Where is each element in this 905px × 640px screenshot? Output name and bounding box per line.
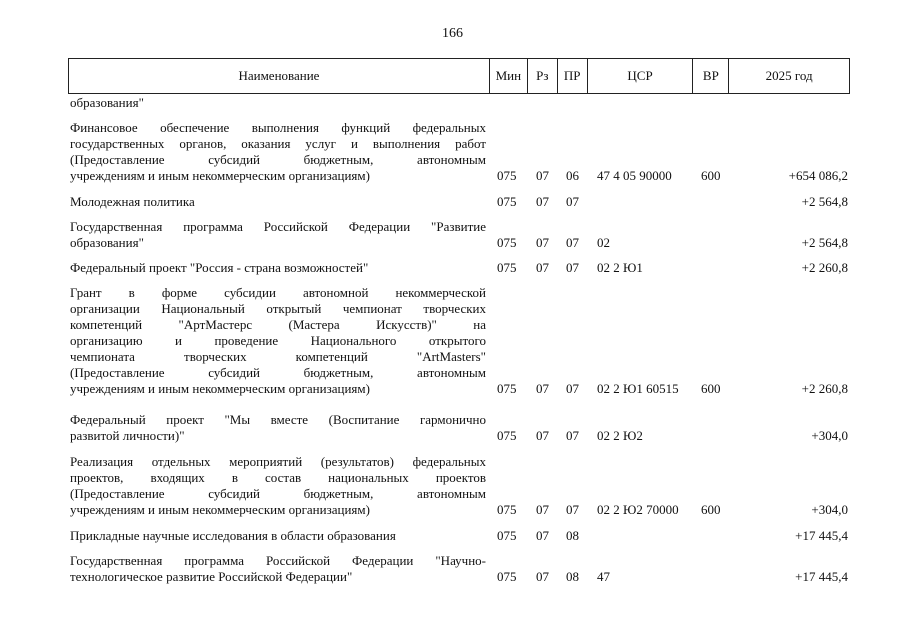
cell-pr: 07 bbox=[566, 428, 579, 443]
cell-pr: 07 bbox=[566, 260, 579, 275]
row-name bbox=[70, 412, 486, 444]
cell-pr: 07 bbox=[566, 381, 579, 396]
cell-min: 075 bbox=[497, 569, 517, 584]
row-name bbox=[70, 454, 486, 518]
cell-rz: 07 bbox=[536, 194, 549, 209]
table-row bbox=[0, 95, 905, 111]
cell-pr: 06 bbox=[566, 168, 579, 183]
row-name-line: Грант в форме субсидии автономной некоммерческой bbox=[70, 285, 486, 300]
row-name-line: учреждениям и иным некоммерческим организациям) bbox=[70, 168, 370, 183]
cell-csr: 02 2 Ю2 bbox=[597, 428, 643, 443]
cell-csr: 47 4 05 90000 bbox=[597, 168, 672, 183]
cell-rz: 07 bbox=[536, 260, 549, 275]
row-name bbox=[70, 194, 486, 210]
row-name-line: чемпионата творческих компетенций "ArtMasters" bbox=[70, 349, 486, 364]
row-name-line: Государственная программа Российской Федерации "Развитие bbox=[70, 219, 486, 234]
cell-vr: 600 bbox=[701, 381, 721, 396]
row-name bbox=[70, 95, 486, 111]
row-name-line: Реализация отдельных мероприятий (результатов) федеральных bbox=[70, 454, 486, 469]
table-row bbox=[0, 260, 905, 276]
row-name bbox=[70, 285, 486, 397]
cell-amount: +304,0 bbox=[811, 428, 848, 443]
cell-amount: +654 086,2 bbox=[788, 168, 848, 183]
row-name-line: учреждениям и иным некоммерческим организациям) bbox=[70, 381, 370, 396]
table-row bbox=[0, 553, 905, 585]
cell-csr: 02 2 Ю1 60515 bbox=[597, 381, 679, 396]
row-name-line: Государственная программа Российской Федерации "Научно- bbox=[70, 553, 486, 568]
cell-pr: 08 bbox=[566, 569, 579, 584]
cell-pr: 07 bbox=[566, 194, 579, 209]
table-row bbox=[0, 120, 905, 184]
row-name-line: Федеральный проект "Мы вместе (Воспитание гармонично bbox=[70, 412, 486, 427]
cell-amount: +2 260,8 bbox=[801, 260, 848, 275]
row-name-line: организацию и проведение Национального открытого bbox=[70, 333, 486, 348]
cell-csr: 02 2 Ю2 70000 bbox=[597, 502, 679, 517]
row-name-line: учреждениям и иным некоммерческим организациям) bbox=[70, 502, 370, 517]
table-row bbox=[0, 528, 905, 544]
cell-rz: 07 bbox=[536, 235, 549, 250]
cell-min: 075 bbox=[497, 528, 517, 543]
cell-min: 075 bbox=[497, 194, 517, 209]
cell-csr: 02 2 Ю1 bbox=[597, 260, 643, 275]
cell-csr: 47 bbox=[597, 569, 610, 584]
row-name-line: образования" bbox=[70, 235, 144, 250]
cell-pr: 08 bbox=[566, 528, 579, 543]
cell-amount: +17 445,4 bbox=[795, 569, 848, 584]
cell-amount: +17 445,4 bbox=[795, 528, 848, 543]
table-row bbox=[0, 454, 905, 518]
cell-rz: 07 bbox=[536, 502, 549, 517]
row-name-line: организации Национальный открытый чемпионат творческих bbox=[70, 301, 486, 316]
cell-min: 075 bbox=[497, 260, 517, 275]
cell-min: 075 bbox=[497, 381, 517, 396]
cell-amount: +304,0 bbox=[811, 502, 848, 517]
header-vr: ВР bbox=[693, 59, 729, 93]
row-name-line: Федеральный проект "Россия - страна возможностей" bbox=[70, 260, 369, 275]
header-rz: Рз bbox=[528, 59, 558, 93]
header-csr: ЦСР bbox=[588, 59, 694, 93]
cell-min: 075 bbox=[497, 502, 517, 517]
table-row bbox=[0, 219, 905, 251]
row-name-line: технологическое развитие Российской Федерации" bbox=[70, 569, 353, 584]
cell-min: 075 bbox=[497, 168, 517, 183]
cell-vr: 600 bbox=[701, 168, 721, 183]
page-number: 166 bbox=[442, 26, 463, 41]
cell-rz: 07 bbox=[536, 569, 549, 584]
row-name-line: развитой личности)" bbox=[70, 428, 185, 443]
cell-amount: +2 564,8 bbox=[801, 194, 848, 209]
row-name-line: образования" bbox=[70, 95, 144, 110]
table-row bbox=[0, 285, 905, 397]
row-name bbox=[70, 260, 486, 276]
row-name-line: проектов, входящих в состав национальных проектов bbox=[70, 470, 486, 485]
header-year: 2025 год bbox=[765, 68, 813, 83]
cell-pr: 07 bbox=[566, 235, 579, 250]
row-name-line: Прикладные научные исследования в области образования bbox=[70, 528, 396, 543]
header-min: Мин bbox=[490, 59, 528, 93]
cell-min: 075 bbox=[497, 235, 517, 250]
table-row bbox=[0, 412, 905, 444]
cell-amount: +2 260,8 bbox=[801, 381, 848, 396]
cell-rz: 07 bbox=[536, 168, 549, 183]
cell-pr: 07 bbox=[566, 502, 579, 517]
table-row bbox=[0, 194, 905, 210]
header-pr: ПР bbox=[558, 59, 588, 93]
row-name-line: Молодежная политика bbox=[70, 194, 195, 209]
cell-min: 075 bbox=[497, 428, 517, 443]
cell-amount: +2 564,8 bbox=[801, 235, 848, 250]
row-name-line: компетенций "АртМастерс (Мастера Искусств)" на bbox=[70, 317, 486, 332]
row-name-line: Финансовое обеспечение выполнения функций федеральных bbox=[70, 120, 486, 135]
cell-rz: 07 bbox=[536, 528, 549, 543]
cell-vr: 600 bbox=[701, 502, 721, 517]
row-name-line: государственных органов, оказания услуг и выполнения работ bbox=[70, 136, 486, 151]
row-name bbox=[70, 219, 486, 251]
row-name-line: (Предоставление субсидий бюджетным, автономным bbox=[70, 152, 486, 167]
row-name bbox=[70, 528, 486, 544]
cell-rz: 07 bbox=[536, 428, 549, 443]
row-name-line: (Предоставление субсидий бюджетным, автономным bbox=[70, 365, 486, 380]
header-name: Наименование bbox=[69, 59, 490, 93]
cell-csr: 02 bbox=[597, 235, 610, 250]
row-name bbox=[70, 120, 486, 184]
row-name-line: (Предоставление субсидий бюджетным, автономным bbox=[70, 486, 486, 501]
cell-rz: 07 bbox=[536, 381, 549, 396]
row-name bbox=[70, 553, 486, 585]
